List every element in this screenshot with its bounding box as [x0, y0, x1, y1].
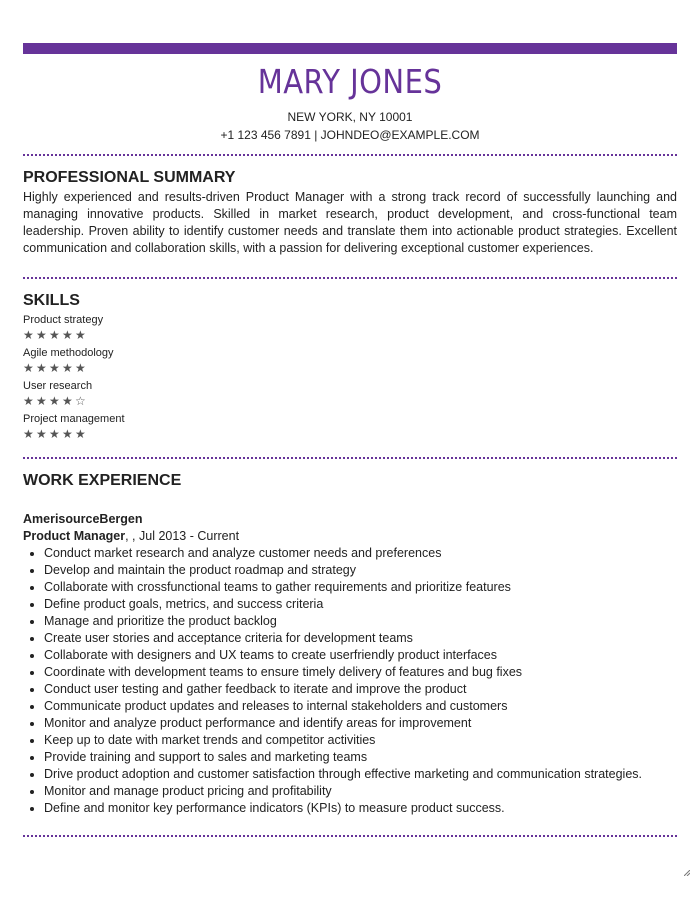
skills-section — [23, 291, 677, 443]
star-filled-icon: ★ — [36, 427, 49, 441]
skill-label: Project management — [23, 413, 125, 425]
responsibility-item: • Conduct market research and analyze customer needs and preferences — [44, 545, 677, 562]
star-filled-icon: ★ — [23, 328, 36, 342]
star-filled-icon: ★ — [62, 361, 75, 375]
skill-rating — [23, 360, 677, 377]
star-filled-icon: ★ — [36, 361, 49, 375]
skill-rating — [23, 393, 677, 410]
skill-label: Product strategy — [23, 314, 104, 326]
section-title: PROFESSIONAL SUMMARY — [23, 169, 236, 186]
section-title: SKILLS — [23, 292, 80, 309]
work-experience-section — [23, 471, 677, 817]
section-divider — [23, 457, 677, 459]
skill-item — [23, 379, 677, 410]
section-divider — [23, 277, 677, 279]
responsibility-item: • Define and monitor key performance indicators (KPIs) to measure product success. — [44, 800, 677, 817]
responsibility-item: • Keep up to date with market trends and competitor activities — [44, 732, 677, 749]
section-title: WORK EXPERIENCE — [23, 472, 182, 489]
star-filled-icon: ★ — [36, 394, 49, 408]
star-filled-icon: ★ — [23, 361, 36, 375]
star-filled-icon: ★ — [23, 427, 36, 441]
resume-page — [23, 43, 677, 837]
responsibility-item: • Collaborate with crossfunctional teams to gather requirements and prioritize features — [44, 579, 677, 596]
section-divider — [23, 835, 677, 837]
star-filled-icon: ★ — [75, 427, 88, 441]
star-outline-icon: ☆ — [75, 394, 88, 408]
star-filled-icon: ★ — [62, 427, 75, 441]
skill-label: Agile methodology — [23, 347, 114, 359]
responsibility-item: • Drive product adoption and customer satisfaction through effective marketing and communication strategies. — [44, 766, 677, 783]
job-title: Product Manager — [23, 529, 126, 543]
address: NEW YORK, NY 10001 — [287, 110, 413, 124]
header-accent-bar — [23, 43, 677, 54]
job-entry — [23, 511, 677, 817]
role-line — [23, 528, 677, 545]
star-filled-icon: ★ — [49, 394, 62, 408]
star-filled-icon: ★ — [62, 394, 75, 408]
skills-list — [23, 313, 677, 443]
skill-item — [23, 412, 677, 443]
responsibility-item: • Communicate product updates and releases to internal stakeholders and customers — [44, 698, 677, 715]
star-filled-icon: ★ — [62, 328, 75, 342]
responsibility-item: • Monitor and manage product pricing and profitability — [44, 783, 677, 800]
skill-label: User research — [23, 380, 93, 392]
professional-summary-section — [23, 168, 677, 257]
star-filled-icon: ★ — [36, 328, 49, 342]
responsibility-item: • Coordinate with development teams to ensure timely delivery of features and bug fixes — [44, 664, 677, 681]
responsibility-item: • Define product goals, metrics, and success criteria — [44, 596, 677, 613]
star-filled-icon: ★ — [49, 361, 62, 375]
summary-text: Highly experienced and results-driven Product Manager with a strong track record of successfully launching and managing innovative products. Skilled in market research, product development, and cross-functional team leadership. Proven ability to identify customer needs and translate them into actionable product strategies. Excellent communication and collaboration skills, with a passion for delivering exceptional customer experiences. — [23, 190, 677, 255]
star-filled-icon: ★ — [23, 394, 36, 408]
star-filled-icon: ★ — [75, 361, 88, 375]
responsibility-item: • Manage and prioritize the product backlog — [44, 613, 677, 630]
star-filled-icon: ★ — [49, 427, 62, 441]
responsibilities-list — [23, 545, 677, 817]
responsibility-item: • Conduct user testing and gather feedback to iterate and improve the product — [44, 681, 677, 698]
candidate-name: MARY JONES — [257, 62, 443, 101]
skill-item — [23, 346, 677, 377]
skill-rating — [23, 426, 677, 443]
skill-item — [23, 313, 677, 344]
section-divider — [23, 154, 677, 156]
star-filled-icon: ★ — [75, 328, 88, 342]
resize-handle-icon — [684, 870, 690, 876]
responsibility-item: • Develop and maintain the product roadmap and strategy — [44, 562, 677, 579]
job-details: , , Jul 2013 - Current — [125, 529, 240, 543]
responsibility-item: • Collaborate with designers and UX teams to create userfriendly product interfaces — [44, 647, 677, 664]
star-filled-icon: ★ — [49, 328, 62, 342]
skill-rating — [23, 327, 677, 344]
company-name: AmerisourceBergen — [23, 512, 143, 526]
responsibility-item: • Monitor and analyze product performance and identify areas for improvement — [44, 715, 677, 732]
contact-line: +1 123 456 7891 | JOHNDEO@EXAMPLE.COM — [220, 128, 480, 142]
responsibility-item: • Create user stories and acceptance criteria for development teams — [44, 630, 677, 647]
responsibility-item: • Provide training and support to sales and marketing teams — [44, 749, 677, 766]
